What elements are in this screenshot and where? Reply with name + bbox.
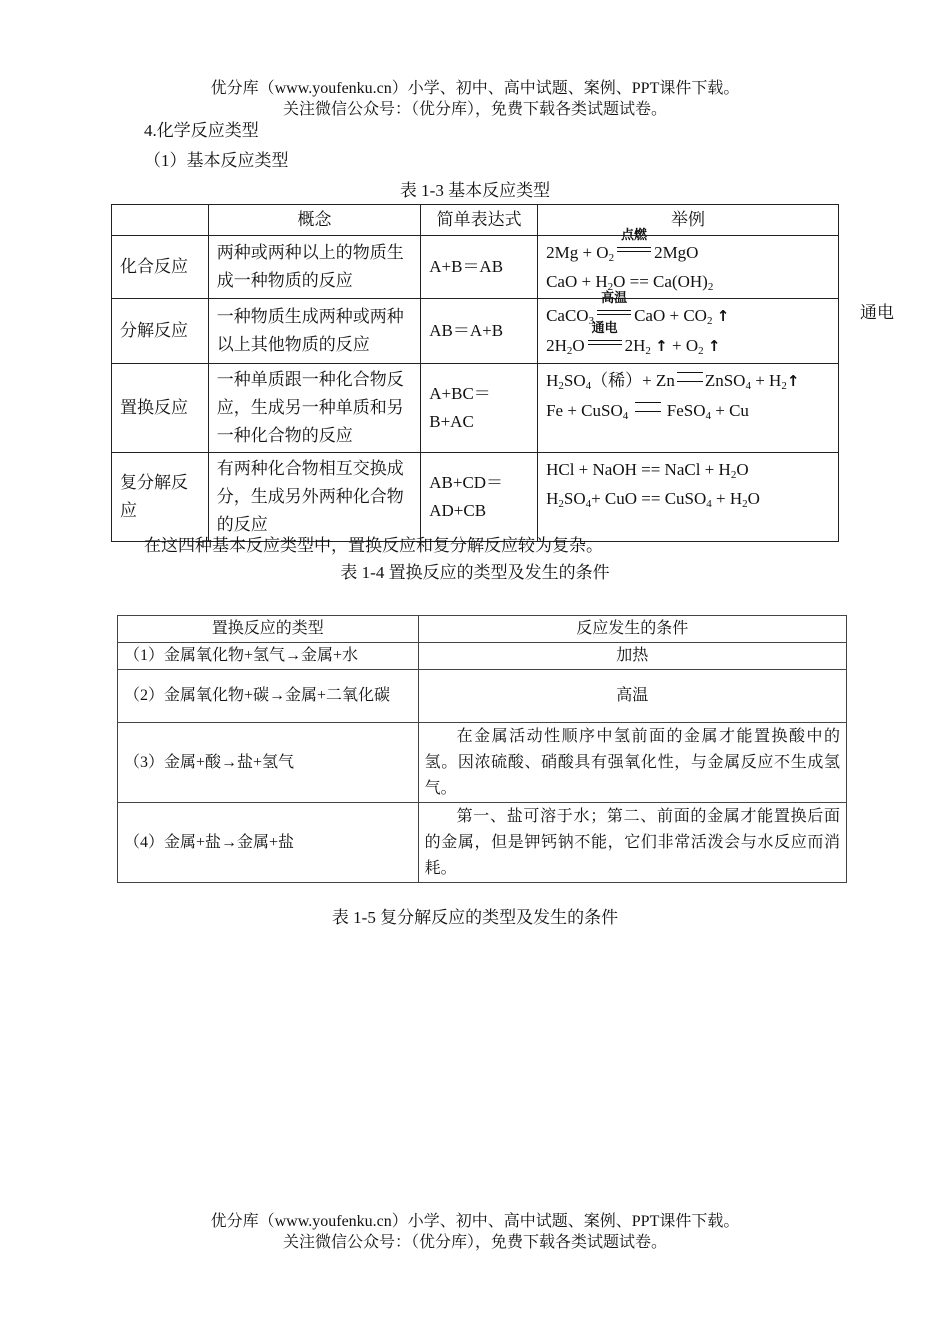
displacement-table xyxy=(117,615,847,883)
equation: CaO + $H_2O == Ca(OH)_2$ xyxy=(546,272,714,293)
displacement-condition: 在金属活动性顺序中氢前面的金属才能置换酸中的氢。因浓硫酸、硝酸具有强氧化性，与金属反应不生成氢气。 xyxy=(418,723,846,803)
reaction-concept: 一种单质跟一种化合物反应，生成另一种单质和另一种化合物的反应 xyxy=(208,364,420,453)
reaction-expression: AB+CD＝AD+CB xyxy=(421,453,538,542)
table-15-caption: 表 1-5 复分解反应的类型及发生的条件 xyxy=(331,908,619,927)
table-row xyxy=(112,364,839,453)
displacement-type: （2）金属氧化物+碳→金属+二氧化碳 xyxy=(118,670,419,723)
reaction-expression: A+BC＝B+AC xyxy=(421,364,538,453)
header-expression: 简单表达式 xyxy=(421,205,538,236)
reaction-concept: 有两种化合物相互交换成分，生成另外两种化合物的反应 xyxy=(208,453,420,542)
table-row xyxy=(112,453,839,542)
displacement-condition: 第一、盐可溶于水；第二、前面的金属才能置换后面的金属，但是钾钙钠不能，它们非常活泼会与水反应而消耗。 xyxy=(418,803,846,883)
table-header-row xyxy=(112,205,839,236)
header-condition: 反应发生的条件 xyxy=(418,616,846,643)
table-14-caption: 表 1-4 置换反应的类型及发生的条件 xyxy=(340,563,610,582)
footer-line-1: 优分库（www.youfenku.cn）小学、初中、高中试题、案例、PPT课件下载。 xyxy=(210,1213,740,1230)
table-row xyxy=(118,723,847,803)
table-row xyxy=(118,643,847,670)
reaction-name: 复分解反应 xyxy=(112,453,209,542)
displacement-condition: 加热 xyxy=(418,643,846,670)
table-row xyxy=(118,670,847,723)
table-header-row xyxy=(118,616,847,643)
displacement-type: （4）金属+盐→金属+盐 xyxy=(118,803,419,883)
section-subtitle: （1）基本反应类型 xyxy=(144,151,289,170)
table-row xyxy=(112,299,839,364)
equation: CaCO$_3$ 高温 CaO + $CO_2$ ↑ xyxy=(546,291,730,327)
reaction-concept: 一种物质生成两种或两种以上其他物质的反应 xyxy=(208,299,420,364)
section-title: 4.化学反应类型 xyxy=(144,121,259,140)
gas-arrow-icon: ↑ xyxy=(655,337,668,355)
reaction-example xyxy=(538,228,839,299)
gas-arrow-icon: ↑ xyxy=(786,372,800,390)
footer-line-2: 关注微信公众号：（优分库），免费下载各类试题试卷。 xyxy=(282,1234,667,1251)
reaction-name: 化合反应 xyxy=(112,236,209,299)
equation: Fe + CuSO$_4$ FeSO$_4$ + Cu xyxy=(546,401,749,422)
note-text: 在这四种基本反应类型中，置换反应和复分解反应较为复杂。 xyxy=(144,536,603,555)
header-blank-cell xyxy=(112,205,209,236)
reaction-condition: 点燃 xyxy=(614,238,654,256)
equation: $H_2SO_4$（稀）+ Zn ZnSO$_4$ + $H_2↑$ xyxy=(546,371,800,392)
basic-reaction-table xyxy=(111,204,839,542)
reaction-expression: A+B＝AB xyxy=(421,236,538,299)
header-concept: 概念 xyxy=(208,205,420,236)
header-line-2: 关注微信公众号：（优分库），免费下载各类试题试卷。 xyxy=(282,101,667,118)
reaction-expression: AB＝A+B xyxy=(421,299,538,364)
displacement-condition: 高温 xyxy=(418,670,846,723)
displacement-type: （1）金属氧化物+氢气→金属+水 xyxy=(118,643,419,670)
reaction-example xyxy=(538,364,839,453)
table-13-caption: 表 1-3 基本反应类型 xyxy=(399,181,551,200)
header-example: 举例 xyxy=(538,205,839,236)
header-line-1: 优分库（www.youfenku.cn）小学、初中、高中试题、案例、PPT课件下载。 xyxy=(210,80,740,97)
reaction-name: 分解反应 xyxy=(112,299,209,364)
table-row xyxy=(118,803,847,883)
displacement-type: （3）金属+酸→盐+氢气 xyxy=(118,723,419,803)
reaction-name: 置换反应 xyxy=(112,364,209,453)
equation: HCl + NaOH == NaCl + $H_2O$ xyxy=(546,460,749,481)
reaction-condition: 通电 xyxy=(585,331,625,349)
reaction-example xyxy=(538,291,839,364)
reaction-condition: 高温 xyxy=(594,301,634,319)
side-note: 通电 xyxy=(860,303,894,322)
equation: $2Mg + O_2$ 点燃 2MgO xyxy=(546,228,699,264)
table-row xyxy=(112,236,839,299)
gas-arrow-icon: ↑ xyxy=(707,337,721,355)
reaction-concept: 两种或两种以上的物质生成一种物质的反应 xyxy=(208,236,420,299)
equation: $H_2SO_4+$ CuO == CuSO$_4$ + $H_2O$ xyxy=(546,489,760,510)
gas-arrow-icon: ↑ xyxy=(716,307,730,325)
equation: $2H_2O$ 通电 $2H_2$ ↑ + $O_2$ ↑ xyxy=(546,321,721,357)
header-type: 置换反应的类型 xyxy=(118,616,419,643)
reaction-example xyxy=(538,453,839,542)
